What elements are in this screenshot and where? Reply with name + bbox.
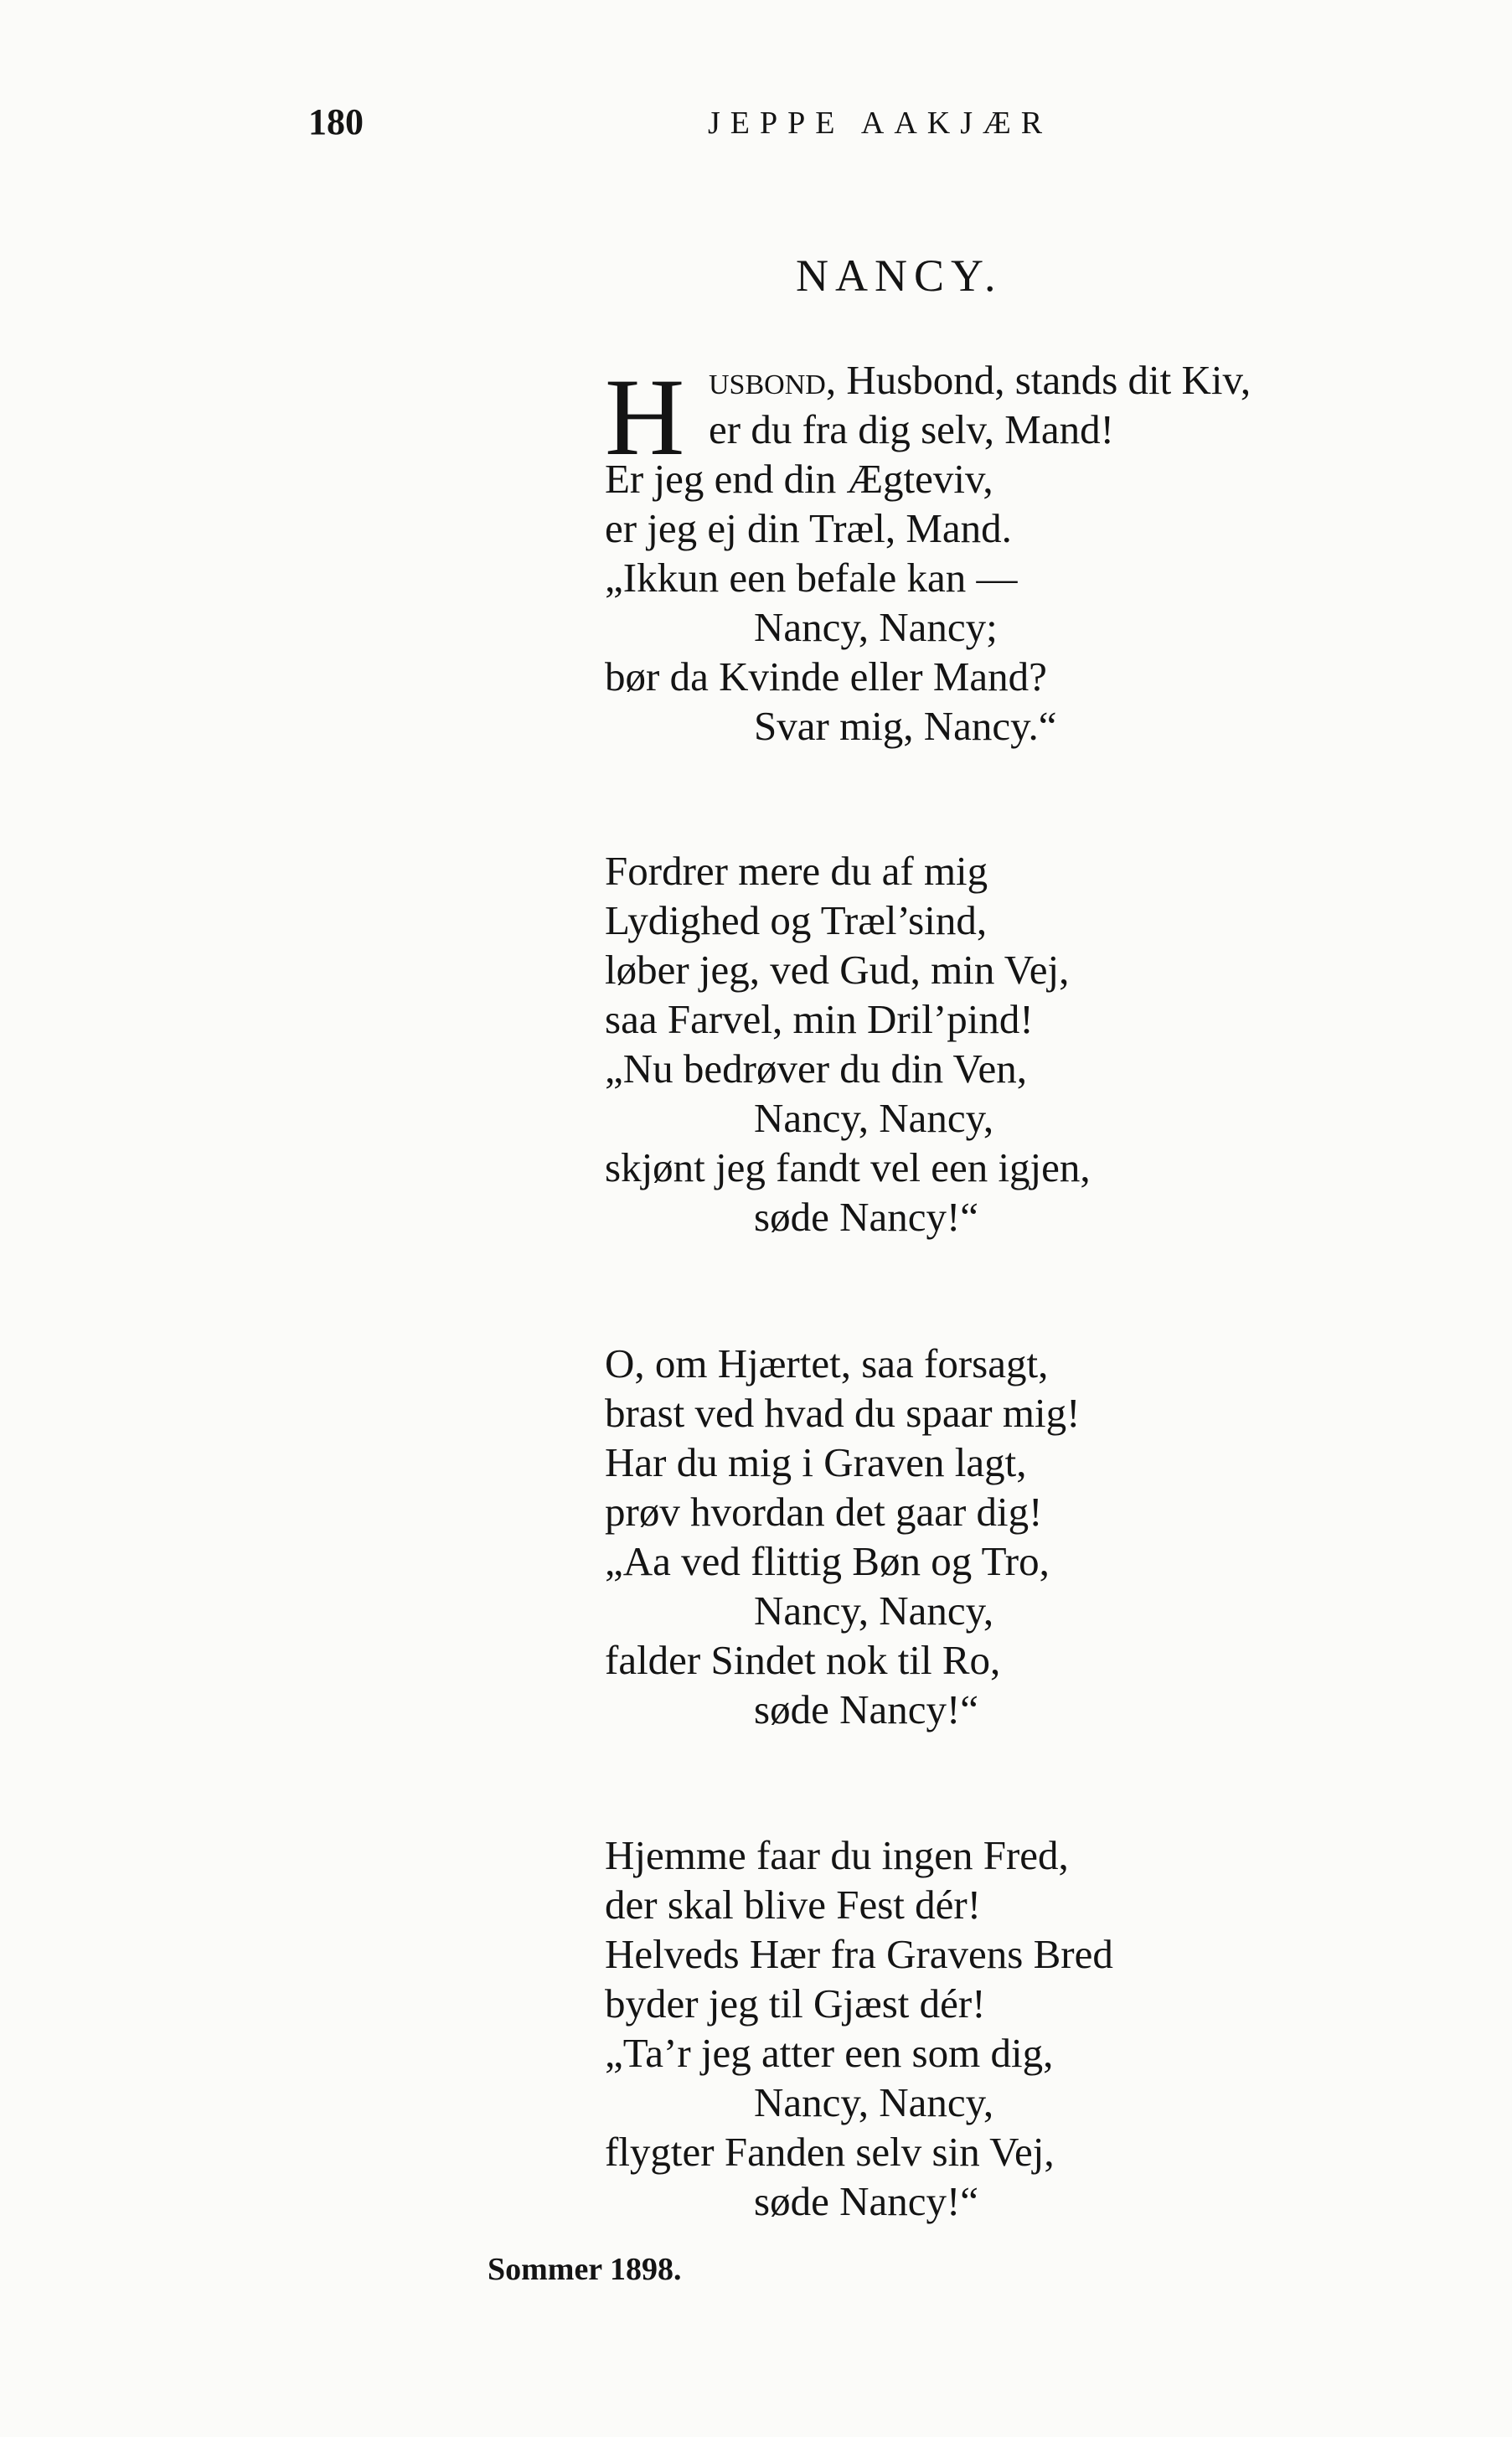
poem-line: „Nu bedrøver du din Ven, <box>605 1046 1027 1092</box>
poem-line: Fordrer mere du af mig <box>605 848 988 894</box>
poem-refrain-line: søde Nancy!“ <box>754 1686 979 1732</box>
poem-refrain-line: Nancy, Nancy, <box>754 1095 994 1141</box>
poem-line: „Aa ved flittig Bøn og Tro, <box>605 1538 1050 1584</box>
poem-line: Lydighed og Træl’sind, <box>605 897 988 943</box>
poem-line: byder jeg til Gjæst dér! <box>605 1980 986 2027</box>
poem-line: Helveds Hær fra Gravens Bred <box>605 1931 1113 1977</box>
poem-line: falder Sindet nok til Ro, <box>605 1637 1001 1683</box>
poem-line: Har du mig i Graven lagt, <box>605 1439 1027 1485</box>
poem-refrain-line: søde Nancy!“ <box>754 1194 979 1240</box>
poem-refrain-line: Svar mig, Nancy.“ <box>754 703 1057 749</box>
poem-line: „Ta’r jeg atter een som dig, <box>605 2030 1054 2076</box>
first-word-smallcaps: usbond <box>709 357 826 403</box>
poem-line: bør da Kvinde eller Mand? <box>605 653 1047 700</box>
running-head: JEPPE AAKJÆR <box>708 106 1053 141</box>
stanza-4 <box>605 1830 1113 2226</box>
poem-line: er du fra dig selv, Mand! <box>709 406 1114 452</box>
poem-line: saa Farvel, min Dril’pind! <box>605 996 1034 1042</box>
first-line-rest: , Husbond, stands dit Kiv, <box>825 357 1251 403</box>
poem-line: flygter Fanden selv sin Vej, <box>605 2129 1055 2175</box>
poem-line: „Ikkun een befale kan — <box>605 555 1018 601</box>
poem-line: løber jeg, ved Gud, min Vej, <box>605 947 1070 993</box>
poem-line: Hjemme faar du ingen Fred, <box>605 1832 1069 1878</box>
poem-title: NANCY. <box>796 250 1003 301</box>
drop-cap: H <box>605 355 685 478</box>
poem-refrain-line: Nancy, Nancy, <box>754 2079 994 2125</box>
stanza-1 <box>605 355 1251 751</box>
poem-line: Er jeg end din Ægteviv, <box>605 456 993 502</box>
stanza-2 <box>605 846 1091 1242</box>
poem-refrain-line: Nancy, Nancy, <box>754 1588 994 1634</box>
poem-line: skjønt jeg fandt vel een igjen, <box>605 1144 1091 1190</box>
poem-line: prøv hvordan det gaar dig! <box>605 1489 1043 1535</box>
poem-line: O, om Hjærtet, saa forsagt, <box>605 1340 1049 1386</box>
stanza-3 <box>605 1339 1080 1734</box>
poem-refrain-line: Nancy, Nancy; <box>754 604 998 650</box>
page-number: 180 <box>308 101 364 142</box>
poem-line: er jeg ej din Træl, Mand. <box>605 505 1012 551</box>
date-note: Sommer 1898. <box>488 2252 682 2287</box>
poem-line: brast ved hvad du spaar mig! <box>605 1390 1081 1436</box>
poem-refrain-line: søde Nancy!“ <box>754 2178 979 2224</box>
poem-line: der skal blive Fest dér! <box>605 1882 982 1928</box>
